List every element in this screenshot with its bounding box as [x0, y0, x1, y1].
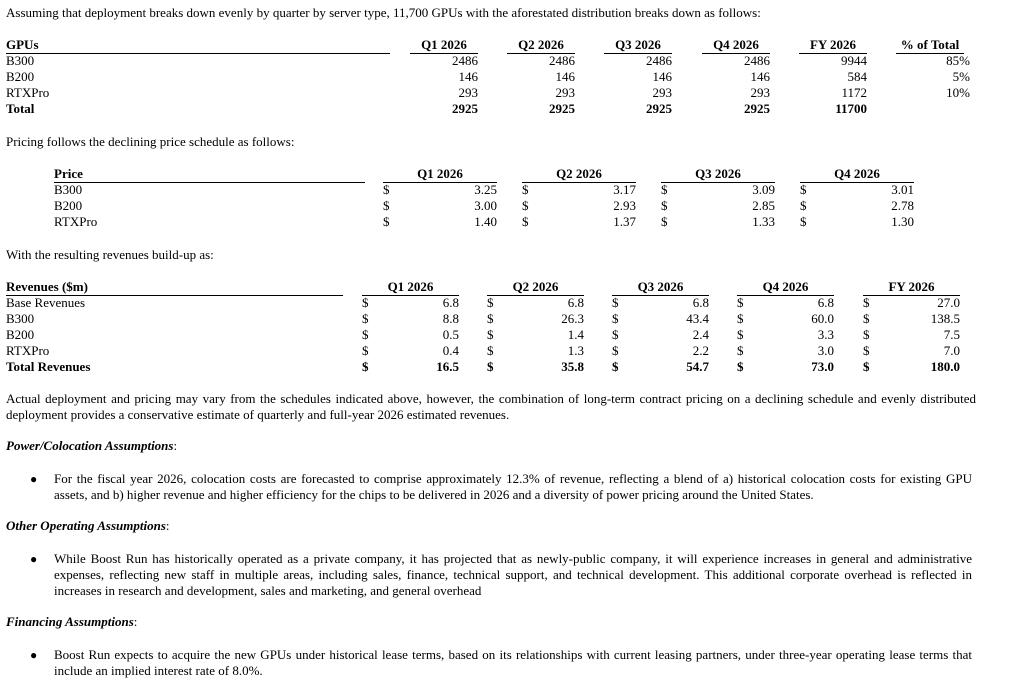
revenue-table-cell: 6.8	[442, 295, 459, 310]
gpu-table-row-label: B300	[6, 53, 35, 68]
price-table-row-label: B200	[54, 198, 83, 213]
currency-symbol: $	[487, 327, 494, 342]
revenue-table-column-header: FY 2026	[863, 279, 960, 296]
currency-symbol: $	[487, 359, 494, 374]
revenue-table-cell: 3.3	[817, 327, 834, 342]
currency-symbol: $	[737, 295, 744, 310]
gpu-table-cell: 10%	[946, 85, 970, 100]
currency-symbol: $	[362, 311, 369, 326]
gpu-table-cell: 146	[652, 69, 672, 84]
revenue-table-column-header: Q1 2026	[362, 279, 459, 296]
section-title-text: Financing Assumptions	[6, 614, 134, 629]
gpu-table-cell: 5%	[952, 69, 970, 84]
currency-symbol: $	[863, 327, 870, 342]
currency-symbol: $	[800, 214, 807, 229]
section-colon: :	[165, 518, 170, 533]
gpu-table-cell: 293	[750, 85, 770, 100]
revenue-table-cell: 1.3	[567, 343, 584, 358]
revenue-table-cell: 1.4	[567, 327, 584, 342]
gpu-table-cell: 2925	[549, 101, 575, 116]
revenue-table-column-header: Q3 2026	[612, 279, 709, 296]
currency-symbol: $	[522, 182, 529, 197]
currency-symbol: $	[612, 359, 619, 374]
gpu-table-column-header: % of Total	[896, 37, 964, 54]
price-table-column-header: Q3 2026	[661, 166, 775, 183]
bullet-text: For the fiscal year 2026, colocation costs are forecasted to comprise approximately 12.3% of revenue, reflecting a blend of a) historical colocation costs for existing GPU assets, and b) higher revenue and higher efficiency for the chips to be delivered in 2026 and a diversity of power pricing around the United States.	[54, 471, 972, 502]
revenue-table-cell: 73.0	[811, 359, 834, 374]
section-title-text: Power/Colocation Assumptions	[6, 438, 174, 453]
bullet-icon: ●	[30, 552, 38, 566]
bullet-text: Boost Run expects to acquire the new GPUs under historical lease terms, based on its relationships with current leasing partners, under three-year operating lease terms that include an implied interest rate of 8.0%.	[54, 647, 972, 678]
section-title-financing	[6, 614, 137, 630]
price-table-cell: 3.09	[752, 182, 775, 197]
intro-text: Assuming that deployment breaks down evenly by quarter by server type, 11,700 GPUs with the aforestated distribution breaks down as follows:	[6, 5, 761, 20]
price-table-cell: 1.33	[752, 214, 775, 229]
price-table-cell: 3.01	[891, 182, 914, 197]
currency-symbol: $	[863, 343, 870, 358]
gpu-table-cell: 293	[652, 85, 672, 100]
currency-symbol: $	[863, 311, 870, 326]
gpu-table-header: GPUs	[6, 37, 390, 54]
price-table-cell: 1.40	[474, 214, 497, 229]
gpu-table-column-header: Q3 2026	[604, 37, 672, 54]
currency-symbol: $	[737, 359, 744, 374]
currency-symbol: $	[661, 214, 668, 229]
currency-symbol: $	[661, 182, 668, 197]
gpu-table-cell: 85%	[946, 53, 970, 68]
price-table-cell: 1.37	[613, 214, 636, 229]
revenue-table-row-label: B200	[6, 327, 35, 342]
bullet-text: While Boost Run has historically operated as a private company, it has projected that as newly-public company, it will experience increases in general and administrative expenses, reflecting new staff in multiple areas, including sales, finance, technical support, and technical development. This additional corporate overhead is reflected in increases in research and development, sales and marketing, and general overhead	[54, 551, 972, 598]
gpu-table-cell: 146	[458, 69, 478, 84]
section-colon: :	[173, 438, 178, 453]
currency-symbol: $	[612, 343, 619, 358]
gpu-table-cell: 1172	[841, 85, 867, 100]
price-table-row-label: B300	[54, 182, 83, 197]
gpu-table-column-header: Q2 2026	[507, 37, 575, 54]
revenue-table-cell: 138.5	[930, 311, 960, 326]
revenue-intro-text: With the resulting revenues build-up as:	[6, 247, 214, 262]
currency-symbol: $	[383, 198, 390, 213]
revenue-table-cell: 3.0	[817, 343, 834, 358]
price-table-column-header: Q4 2026	[800, 166, 914, 183]
currency-symbol: $	[487, 295, 494, 310]
revenue-table-header: Revenues ($m)	[6, 279, 343, 296]
currency-symbol: $	[612, 295, 619, 310]
currency-symbol: $	[487, 311, 494, 326]
revenue-table-cell: 7.5	[943, 327, 960, 342]
bullet-power	[30, 471, 972, 503]
price-table-cell: 2.78	[891, 198, 914, 213]
currency-symbol: $	[362, 295, 369, 310]
bullet-icon: ●	[30, 648, 38, 662]
currency-symbol: $	[612, 311, 619, 326]
currency-symbol: $	[383, 214, 390, 229]
revenue-table-cell: 26.3	[561, 311, 584, 326]
gpu-table-row-label: B200	[6, 69, 35, 84]
gpu-table-row-label: Total	[6, 101, 35, 116]
currency-symbol: $	[362, 359, 369, 374]
revenue-table-cell: 2.4	[692, 327, 709, 342]
section-colon: :	[133, 614, 138, 629]
currency-symbol: $	[362, 343, 369, 358]
gpu-table-cell: 2486	[646, 53, 672, 68]
revenue-table-cell: 2.2	[692, 343, 709, 358]
currency-symbol: $	[737, 343, 744, 358]
revenue-table-cell: 0.5	[442, 327, 459, 342]
gpu-table-cell: 584	[847, 69, 867, 84]
price-table-column-header: Q1 2026	[383, 166, 497, 183]
revenue-table-row-label: Base Revenues	[6, 295, 86, 310]
revenue-table-cell: 60.0	[811, 311, 834, 326]
gpu-table-column-header: Q1 2026	[410, 37, 478, 54]
revenue-table-row-label: RTXPro	[6, 343, 50, 358]
currency-symbol: $	[522, 198, 529, 213]
gpu-table-cell: 9944	[841, 53, 867, 68]
gpu-table-cell: 2925	[452, 101, 478, 116]
section-title-power	[6, 438, 177, 454]
gpu-table-column-header: FY 2026	[799, 37, 867, 54]
currency-symbol: $	[522, 214, 529, 229]
price-table-cell: 3.00	[474, 198, 497, 213]
currency-symbol: $	[612, 327, 619, 342]
currency-symbol: $	[800, 198, 807, 213]
gpu-table-column-header: Q4 2026	[702, 37, 770, 54]
revenue-table-cell: 6.8	[567, 295, 584, 310]
currency-symbol: $	[737, 311, 744, 326]
revenue-table-cell: 8.8	[442, 311, 459, 326]
currency-symbol: $	[487, 343, 494, 358]
currency-symbol: $	[863, 359, 870, 374]
gpu-table-cell: 2486	[549, 53, 575, 68]
revenue-table-row-label: Total Revenues	[6, 359, 91, 374]
revenue-table-cell: 27.0	[937, 295, 960, 310]
bullet-financing	[30, 647, 972, 679]
section-title-text: Other Operating Assumptions	[6, 518, 166, 533]
revenue-table-cell: 6.8	[817, 295, 834, 310]
revenue-table-row-label: B300	[6, 311, 35, 326]
revenue-table-cell: 7.0	[943, 343, 960, 358]
currency-symbol: $	[362, 327, 369, 342]
revenue-table-column-header: Q2 2026	[487, 279, 584, 296]
revenue-table-cell: 54.7	[686, 359, 709, 374]
bullet-other-operating	[30, 551, 972, 599]
gpu-table-cell: 2486	[452, 53, 478, 68]
currency-symbol: $	[383, 182, 390, 197]
currency-symbol: $	[737, 327, 744, 342]
section-title-other-operating	[6, 518, 170, 534]
gpu-table-cell: 293	[458, 85, 478, 100]
price-table-row-label: RTXPro	[54, 214, 98, 229]
bullet-icon: ●	[30, 472, 38, 486]
price-table-cell: 1.30	[891, 214, 914, 229]
gpu-table-cell: 2486	[744, 53, 770, 68]
closing-paragraph: Actual deployment and pricing may vary from the schedules indicated above, however, the combination of long-term contract pricing on a declining schedule and evenly distributed deployment provides a conservative estimate of quarterly and full-year 2026 estimated revenues.	[6, 391, 976, 422]
currency-symbol: $	[661, 198, 668, 213]
pricing-intro-text: Pricing follows the declining price schedule as follows:	[6, 134, 295, 149]
gpu-table-cell: 2925	[744, 101, 770, 116]
price-table-cell: 2.85	[752, 198, 775, 213]
price-table-cell: 3.25	[474, 182, 497, 197]
revenue-table-cell: 35.8	[561, 359, 584, 374]
currency-symbol: $	[863, 295, 870, 310]
revenue-table-cell: 16.5	[436, 359, 459, 374]
price-table-header: Price	[54, 166, 365, 183]
price-table-column-header: Q2 2026	[522, 166, 636, 183]
gpu-table-cell: 293	[555, 85, 575, 100]
revenue-table-cell: 180.0	[930, 359, 960, 374]
currency-symbol: $	[800, 182, 807, 197]
gpu-table-cell: 2925	[646, 101, 672, 116]
price-table-cell: 2.93	[613, 198, 636, 213]
gpu-table-cell: 146	[750, 69, 770, 84]
price-table-cell: 3.17	[613, 182, 636, 197]
revenue-table-cell: 0.4	[442, 343, 459, 358]
gpu-table-row-label: RTXPro	[6, 85, 50, 100]
revenue-table-column-header: Q4 2026	[737, 279, 834, 296]
revenue-table-cell: 43.4	[686, 311, 709, 326]
gpu-table-cell: 11700	[835, 101, 867, 116]
gpu-table-cell: 146	[555, 69, 575, 84]
revenue-table-cell: 6.8	[692, 295, 709, 310]
